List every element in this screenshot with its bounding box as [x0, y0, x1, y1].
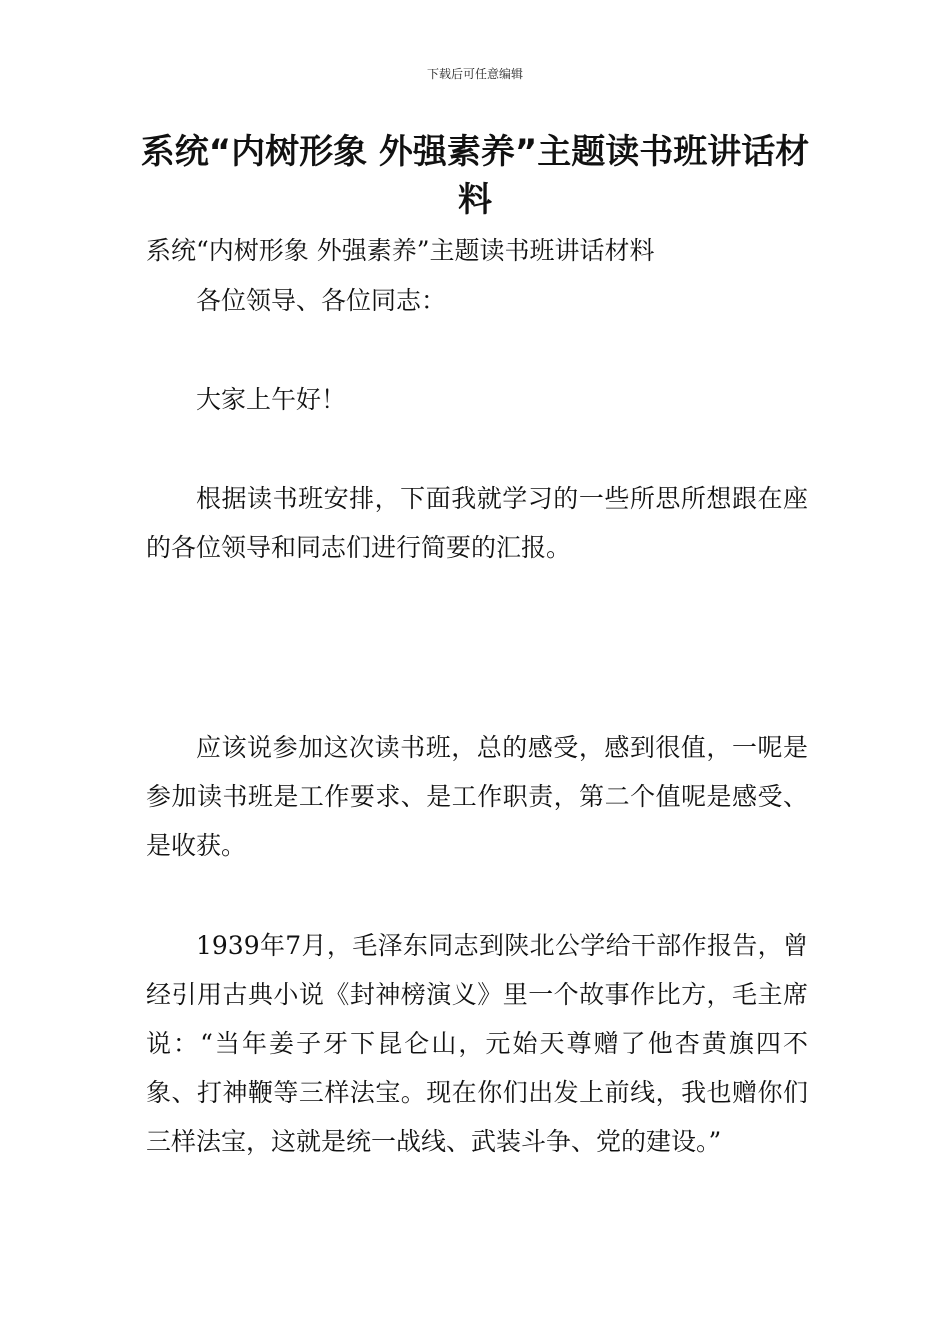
paragraph-history-quote: 1939年7月，毛泽东同志到陕北公学给干部作报告，曾经引用古典小说《封神榜演义》里一个故事作比方，毛主席说：“当年姜子牙下昆仑山，元始天尊赠了他杏黄旗四不象、打神鞭等三样法宝。现在你们出发上前线，我也赠你们三样法宝，这就是统一战线、武装斗争、党的建设。” — [146, 931, 808, 1156]
header-note: 下载后可任意编辑 — [426, 67, 523, 81]
paragraph-greeting: 各位领导、各位同志： — [196, 286, 447, 315]
document-subtitle: 系统“内树形象 外强素养”主题读书班讲话材料 — [146, 236, 655, 265]
paragraph-report-intro: 根据读书班安排，下面我就学习的一些所思所想跟在座的各位领导和同志们进行简要的汇报。 — [146, 484, 808, 562]
document-title: 系统“内树形象 外强素养”主题读书班讲话材料 — [140, 132, 810, 220]
paragraph-good-morning: 大家上午好！ — [196, 385, 347, 414]
paragraph-feelings: 应该说参加这次读书班，总的感受，感到很值，一呢是参加读书班是工作要求、是工作职责，第二个值呢是感受、是收获。 — [146, 733, 808, 860]
